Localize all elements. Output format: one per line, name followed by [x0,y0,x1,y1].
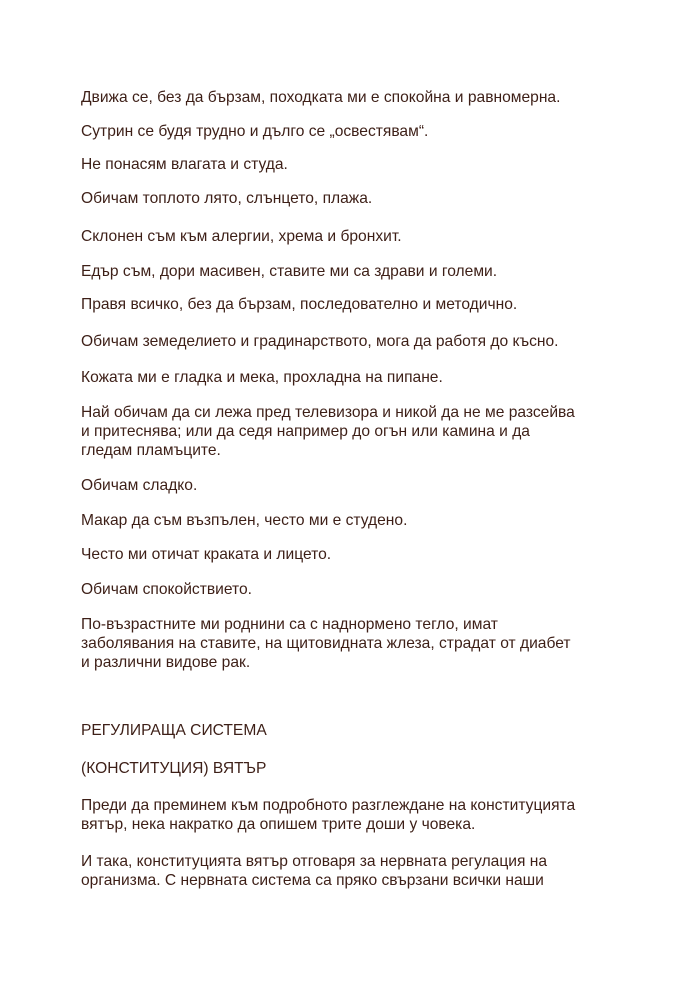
text-line: Правя всичко, без да бързам, последователно и методично. [81,296,518,313]
text-line: Сутрин се будя трудно и дълго се „освестявам“. [81,123,429,140]
paragraph-10 [81,403,641,460]
text-line: Кожата ми е гладка и мека, прохладна на пипане. [81,369,443,386]
text-line: По-възрастните ми роднини са с наднормено тегло, имат [81,616,498,633]
paragraph-16 [81,796,641,834]
text-line: Преди да преминем към подробното разглеждане на конституцията [81,797,576,814]
paragraph-4 [81,189,641,208]
paragraph-12 [81,511,641,530]
text-line: и различни видове рак. [81,654,251,671]
text-line: Едър съм, дори масивен, ставите ми са здрави и големи. [81,263,498,280]
paragraph-14 [81,580,641,599]
paragraph-8 [81,332,641,351]
paragraph-6 [81,262,641,281]
text-line: организма. С нервната система са пряко свързани всички наши [81,872,544,889]
paragraph-9 [81,368,641,387]
section-heading [81,721,641,740]
text-line: и притеснява; или да седя например до огън или камина и да [81,423,530,440]
paragraph-5 [81,227,641,246]
paragraph-7 [81,295,641,314]
paragraph-3 [81,155,641,174]
text-line: Обичам спокойствието. [81,581,252,598]
text-line: (КОНСТИТУЦИЯ) ВЯТЪР [81,760,267,777]
text-line: Не понасям влагата и студа. [81,156,288,173]
text-line: гледам пламъците. [81,442,221,459]
text-line: Обичам сладко. [81,477,198,494]
section-subheading [81,759,641,778]
text-line: РЕГУЛИРАЩА СИСТЕМА [81,722,267,739]
text-line: И така, конституцията вятър отговаря за нервната регулация на [81,853,548,870]
paragraph-13 [81,545,641,564]
text-line: вятър, нека накратко да опишем трите доши у човека. [81,816,476,833]
text-line: Макар да съм възпълен, често ми е студено. [81,512,408,529]
text-line: Често ми отичат краката и лицето. [81,546,332,563]
text-line: заболявания на ставите, на щитовидната жлеза, страдат от диабет [81,635,571,652]
text-line: Обичам земеделието и градинарството, мога да работя до късно. [81,333,559,350]
text-line: Обичам топлото лято, слънцето, плажа. [81,190,373,207]
text-line: Склонен съм към алергии, хрема и бронхит. [81,228,402,245]
text-line: Най обичам да си лежа пред телевизора и никой да не ме разсейва [81,404,575,421]
paragraph-15 [81,615,641,672]
paragraph-2 [81,122,641,141]
text-line: Движа се, без да бързам, походката ми е спокойна и равномерна. [81,89,561,106]
paragraph-11 [81,476,641,495]
paragraph-1 [81,88,641,107]
paragraph-17 [81,852,641,890]
